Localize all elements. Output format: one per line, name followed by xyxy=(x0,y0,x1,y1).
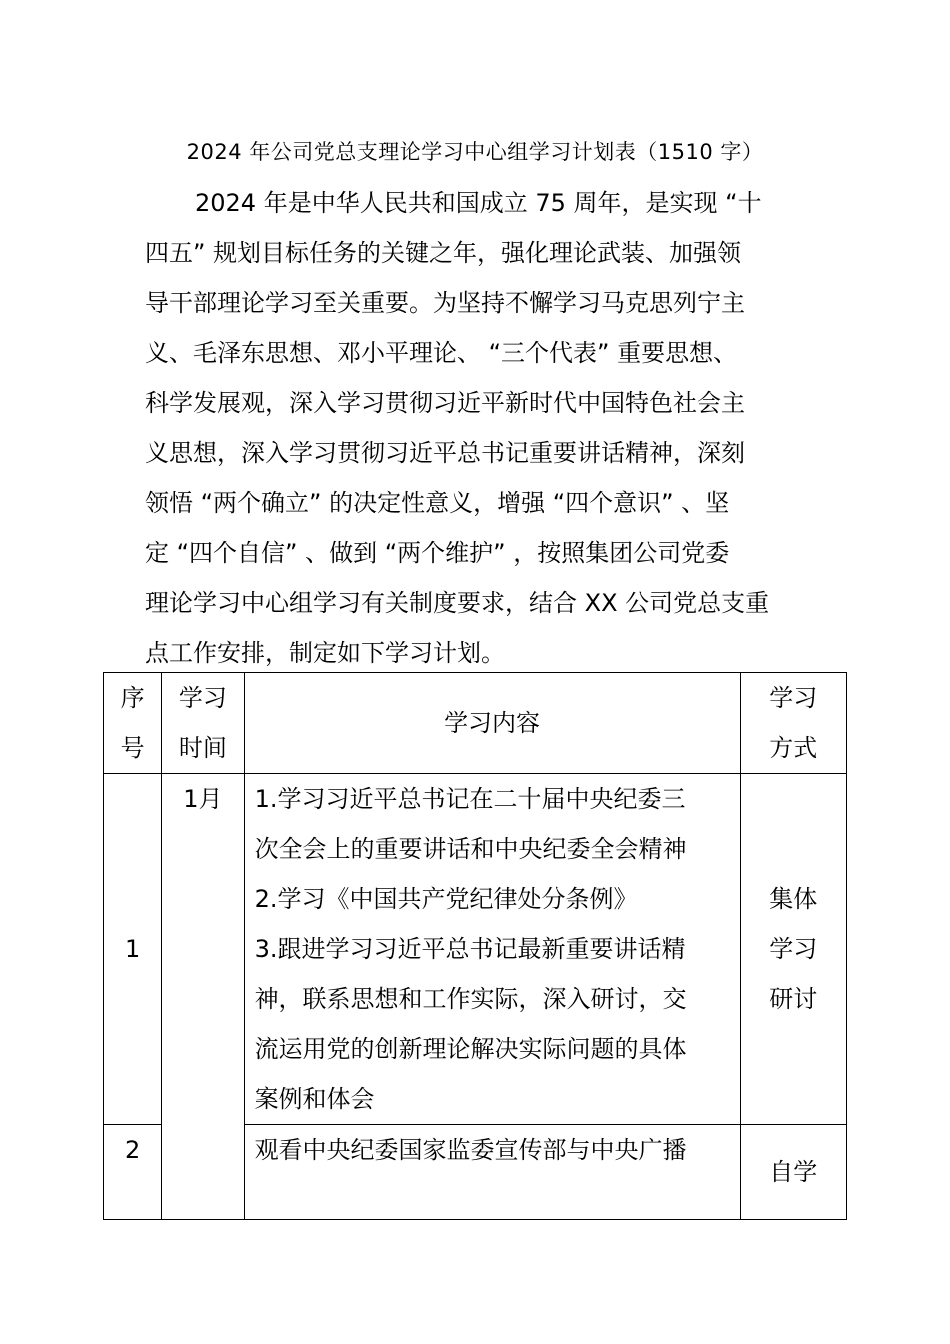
header-method-line: 方式 xyxy=(769,734,818,762)
intro-line: 义思想，深入学习贯彻习近平总书记重要讲话精神，深刻 xyxy=(145,439,745,467)
intro-line: 领悟 “两个确立” 的决定性意义，增强 “四个意识” 、坚 xyxy=(145,489,730,517)
intro-line: 定 “四个自信” 、做到 “两个维护” ，按照集团公司党委 xyxy=(145,539,730,567)
method-line: 自学 xyxy=(769,1158,818,1186)
header-time-line: 学习 xyxy=(178,684,227,712)
intro-paragraph xyxy=(145,178,810,678)
table-header-row xyxy=(104,673,847,774)
content-line: 案例和体会 xyxy=(254,1085,375,1113)
intro-line: 点工作安排，制定如下学习计划。 xyxy=(145,639,505,667)
intro-line: 2024 年是中华人民共和国成立 75 周年，是实现 “十 xyxy=(195,189,762,217)
intro-line: 导干部理论学习至关重要。为坚持不懈学习马克思列宁主 xyxy=(145,289,745,317)
row-method xyxy=(740,774,846,1125)
content-line: 流运用党的创新理论解决实际问题的具体 xyxy=(254,1035,687,1063)
header-method xyxy=(740,673,846,774)
study-plan-table xyxy=(103,672,847,1220)
header-no xyxy=(104,673,162,774)
table-row xyxy=(104,774,847,1125)
content-line: 2.学习《中国共产党纪律处分条例》 xyxy=(254,885,638,913)
content-line: 次全会上的重要讲话和中央纪委全会精神 xyxy=(254,835,687,863)
intro-line: 四五” 规划目标任务的关键之年，强化理论武装、加强领 xyxy=(145,239,742,267)
intro-line: 理论学习中心组学习有关制度要求，结合 XX 公司党总支重 xyxy=(145,589,770,617)
row-time-text: 1月 xyxy=(183,785,223,813)
header-time xyxy=(162,673,244,774)
header-method-line: 学习 xyxy=(769,684,818,712)
content-line: 1.学习习近平总书记在二十届中央纪委三 xyxy=(254,785,686,813)
row-time xyxy=(162,774,244,1220)
row-content xyxy=(244,774,740,1125)
row-method xyxy=(740,1125,846,1220)
row-no: 1 xyxy=(104,774,162,1125)
intro-line: 义、毛泽东思想、邓小平理论、 “三个代表” 重要思想、 xyxy=(145,339,738,367)
header-time-line: 时间 xyxy=(178,734,227,762)
header-content: 学习内容 xyxy=(244,673,740,774)
row-no: 2 xyxy=(104,1125,162,1220)
content-line: 神，联系思想和工作实际，深入研讨，交 xyxy=(254,985,687,1013)
intro-line: 科学发展观，深入学习贯彻习近平新时代中国特色社会主 xyxy=(145,389,745,417)
method-line: 研讨 xyxy=(769,985,818,1013)
content-line: 3.跟进学习习近平总书记最新重要讲话精 xyxy=(254,935,686,963)
header-no-line: 号 xyxy=(120,734,145,762)
content-line: 观看中央纪委国家监委宣传部与中央广播 xyxy=(254,1136,687,1164)
method-line: 集体 xyxy=(769,885,818,913)
header-no-line: 序 xyxy=(120,684,145,712)
row-content xyxy=(244,1125,740,1220)
document-title: 2024 年公司党总支理论学习中心组学习计划表（1510 字） xyxy=(186,140,764,164)
method-line: 学习 xyxy=(769,935,818,963)
